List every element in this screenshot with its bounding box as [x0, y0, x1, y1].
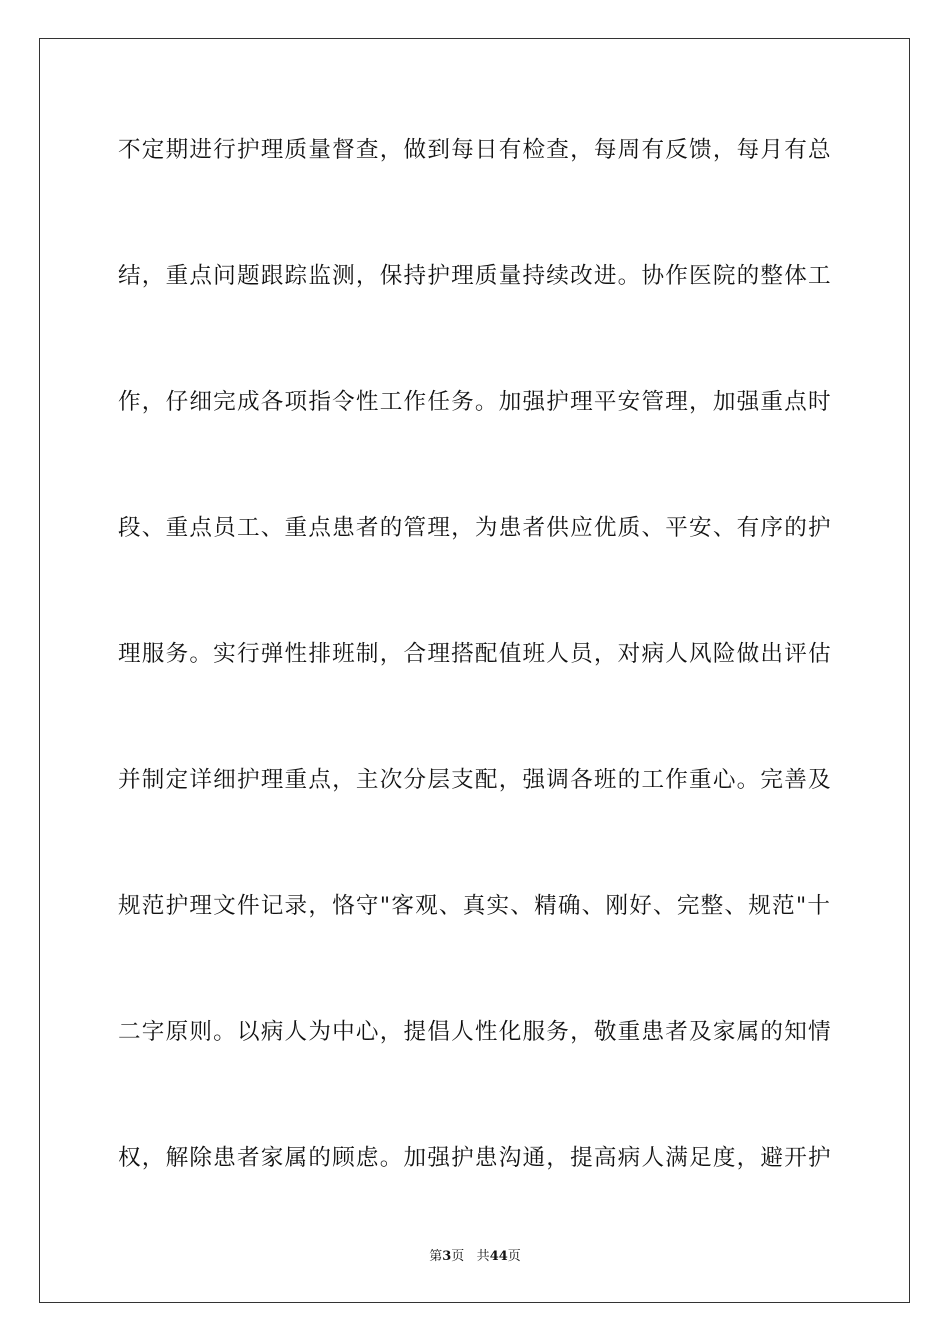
footer-page-number: 3 — [442, 1249, 452, 1264]
body-text — [118, 128, 832, 1262]
text-line-6: 并制定详细护理重点，主次分层支配，强调各班的工作重心。完善及 — [118, 767, 832, 793]
text-line-4: 段、重点员工、重点患者的管理，为患者供应优质、平安、有序的护 — [118, 515, 832, 541]
text-line-8: 二字原则。以病人为中心，提倡人性化服务，敬重患者及家属的知情 — [118, 1019, 832, 1045]
text-line-2: 结，重点问题跟踪监测，保持护理质量持续改进。协作医院的整体工 — [118, 263, 832, 289]
footer-total-pages: 44 — [489, 1249, 508, 1264]
page-footer — [0, 1247, 950, 1267]
text-line-7: 规范护理文件记录，恪守"客观、真实、精确、刚好、完整、规范"十 — [118, 893, 832, 919]
footer-page-prefix: 第 — [429, 1249, 443, 1264]
text-line-3: 作，仔细完成各项指令性工作任务。加强护理平安管理，加强重点时 — [118, 389, 832, 415]
text-line-9: 权，解除患者家属的顾虑。加强护患沟通，提高病人满足度，避开护 — [118, 1145, 832, 1171]
text-line-1: 不定期进行护理质量督查，做到每日有检查，每周有反馈，每月有总 — [118, 137, 832, 163]
footer-total-suffix: 页 — [507, 1249, 521, 1264]
footer-page-suffix: 页 — [451, 1249, 465, 1264]
footer-total-prefix: 共 — [476, 1249, 490, 1264]
text-line-5: 理服务。实行弹性排班制，合理搭配值班人员，对病人风险做出评估 — [118, 641, 832, 667]
